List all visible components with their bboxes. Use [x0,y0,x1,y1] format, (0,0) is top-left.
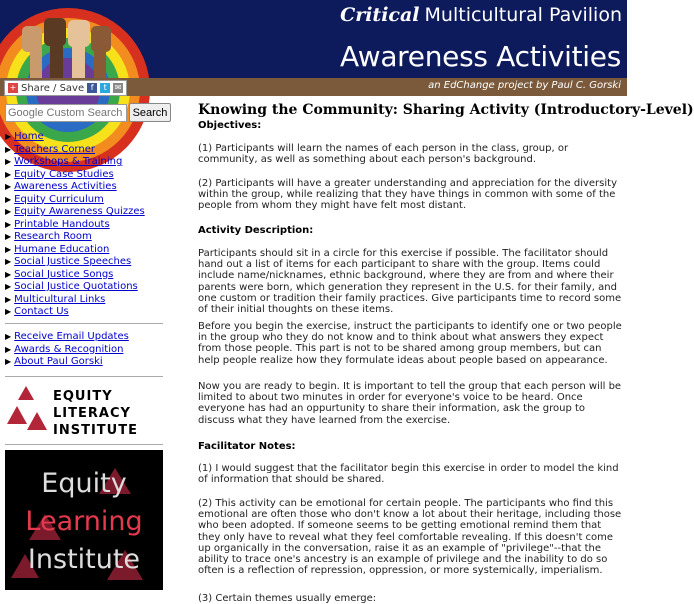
nav-item-speeches[interactable]: ▶ Social Justice Speeches [5,256,132,267]
nav-item-workshops[interactable]: ▶ Workshops & Training [5,156,123,167]
sidebar [0,96,170,600]
equity-learning-institute-logo[interactable]: Equity Learning Institute [5,450,163,590]
note-1: (1) I would suggest that the facilitator begin this exercise in order to model the kind of information that should be shared. [198,463,619,486]
nav-item-about[interactable]: ▶ About Paul Gorski [5,356,103,367]
facebook-icon[interactable]: f [87,83,97,93]
nav-item-awards[interactable]: ▶ Awards & Recognition [5,343,124,355]
description-paragraph-2: Before you begin the exercise, instruct the participants to identify one or two people in the group who they do not know and to think about what answers they expect from those people. This part is not to be shared among group members, but can help people realize how they formulate ideas about people based on appearance. [198,321,622,366]
arrow-icon: ▶ [5,269,12,279]
arrow-icon: ▶ [5,332,12,341]
email-icon[interactable]: ✉ [114,83,122,92]
nav-item-curriculum[interactable]: ▶ Equity Curriculum [5,193,104,205]
nav-item-quizzes[interactable]: ▶ Equity Awareness Quizzes [5,206,145,217]
arrow-icon: ▶ [5,282,12,291]
triangles-icon [5,382,47,440]
divider [5,444,163,445]
note-2: (2) This activity can be emotional for certain people. The participants who find this emotional are often those who don't know a lot about their heritage, including those who been adopted. If someone seems to be getting emotional remind them that they only have to reveal what they feel comfortable revealing. If this doesn't come up organically in the conversation, raise it as an example of "privilege"--that the ability to trace one's ancestry is an example of privilege and the inability to do so often is a reflection of repression, oppression, or more systemically, imperialism. [198,498,622,577]
arrow-icon: ▶ [5,219,12,229]
nav-item-contact[interactable]: ▶ Contact Us [5,306,69,317]
arrow-icon: ▶ [5,344,12,354]
nav-item-teachers-corner[interactable]: ▶ Teachers Corner [5,143,95,155]
objective-2: (2) Participants will have a greater understanding and appreciation for the diversity within the group, while realizing that they have things in common with some of the people from whom they might have felt most distant. [198,178,617,212]
arrow-icon: ▶ [5,357,12,366]
arrow-icon: ▶ [5,294,12,304]
primary-nav [5,131,145,319]
divider [5,323,163,324]
description-paragraph-3: Now you are ready to begin. It is important to tell the group that each person will be limited to about two minutes in order for everyone's voice to be heard. Once everyone has had an oppurtunity to share their information, ask the group to discuss what they have learned from the exercise. [198,381,622,426]
objectives-heading: Objectives: [198,120,262,131]
project-tagline: an EdChange project by Paul C. Gorski [428,80,621,91]
search-button[interactable]: Search [129,103,171,122]
nav-item-awareness-activities[interactable]: ▶ Awareness Activities [5,181,117,192]
arrow-icon: ▶ [5,182,12,191]
site-title: Critical Multicultural Pavilion [340,4,622,26]
nav-item-case-studies[interactable]: ▶ Equity Case Studies [5,168,114,180]
page-title: Knowing the Community: Sharing Activity (Introductory-Level) [198,102,694,118]
nav-item-links[interactable]: ▶ Multicultural Links [5,293,106,305]
share-plus-icon: + [9,83,17,92]
arrow-icon: ▶ [5,194,12,204]
nav-item-email-updates[interactable]: ▶ Receive Email Updates [5,331,129,342]
description-heading: Activity Description: [198,225,314,236]
section-title: Awareness Activities [340,40,621,73]
arrow-icon: ▶ [5,207,12,216]
note-3: (3) Certain themes usually emerge: [198,593,377,604]
arrow-icon: ▶ [5,144,12,154]
nav-item-quotations[interactable]: ▶ Social Justice Quotations [5,281,138,292]
arrow-icon: ▶ [5,169,12,179]
nav-item-songs[interactable]: ▶ Social Justice Songs [5,268,114,280]
description-paragraph-1: Participants should sit in a circle for this exercise if possible. The facilitator should hand out a list of items for each participant to share with the group. Items could include name/nicknames, ethnic background, where they are from and where their parents were born, which generation they represent in the U.S. for their family, and one custom or tradition their family practices. Give participants time to record some of their initial thoughts on these items. [198,248,622,316]
arrow-icon: ▶ [5,244,12,254]
nav-item-research-room[interactable]: ▶ Research Room [5,231,92,242]
twitter-icon[interactable]: t [100,83,110,93]
site-banner [0,0,627,78]
arrow-icon: ▶ [5,257,12,266]
share-save-button[interactable]: + Share / Save f t ✉ [4,80,127,96]
arrow-icon: ▶ [5,232,12,241]
arrow-icon: ▶ [5,132,12,141]
raised-fists-rainbow-logo [0,0,150,78]
arrow-icon: ▶ [5,157,12,166]
nav-item-humane-education[interactable]: ▶ Humane Education [5,243,110,255]
nav-item-home[interactable]: ▶ Home [5,131,44,142]
equity-literacy-institute-logo[interactable]: EQUITY LITERACY INSTITUTE [5,382,163,440]
objective-1: (1) Participants will learn the names of each person in the class, group, or community, as well as something about each person's background. [198,143,569,166]
search-input[interactable] [5,104,127,122]
divider [5,376,163,377]
notes-heading: Facilitator Notes: [198,441,296,452]
secondary-nav [5,331,129,369]
nav-item-handouts[interactable]: ▶ Printable Handouts [5,218,110,230]
arrow-icon: ▶ [5,307,12,316]
